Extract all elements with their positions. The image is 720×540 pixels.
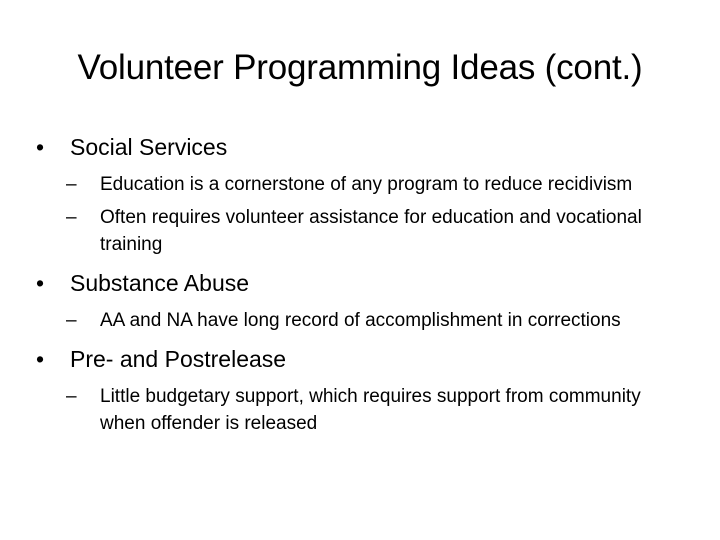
bullet-icon: • [36,134,45,160]
bullet-item [36,344,686,374]
sub-bullet-item [36,204,670,258]
slide-title: Volunteer Programming Ideas (cont.) [77,48,643,87]
bullet-heading: Substance Abuse [70,270,250,296]
sub-bullet-item [36,307,640,334]
section-pre-postrelease [36,344,686,437]
section-social-services [36,132,686,258]
dash-icon: – [66,207,77,228]
sub-bullet-list [36,307,686,334]
slide-content [36,132,686,447]
sub-bullet-text: Little budgetary support, which requires support from community when offender is released [100,386,641,434]
bullet-item [36,268,686,298]
bullet-heading: Social Services [70,134,228,160]
sub-bullet-list [36,171,686,258]
dash-icon: – [66,386,77,407]
sub-bullet-text: Education is a cornerstone of any program to reduce recidivism [100,174,633,195]
sub-bullet-item [36,171,660,198]
sub-bullet-text: AA and NA have long record of accomplishment in corrections [100,310,621,331]
bullet-icon: • [36,270,45,296]
sub-bullet-text: Often requires volunteer assistance for education and vocational training [100,207,642,255]
sub-bullet-list [36,383,686,437]
bullet-item [36,132,686,162]
dash-icon: – [66,310,77,331]
bullet-heading: Pre- and Postrelease [70,346,287,372]
sub-bullet-item [36,383,680,437]
bullet-icon: • [36,346,45,372]
section-substance-abuse [36,268,686,334]
dash-icon: – [66,174,77,195]
